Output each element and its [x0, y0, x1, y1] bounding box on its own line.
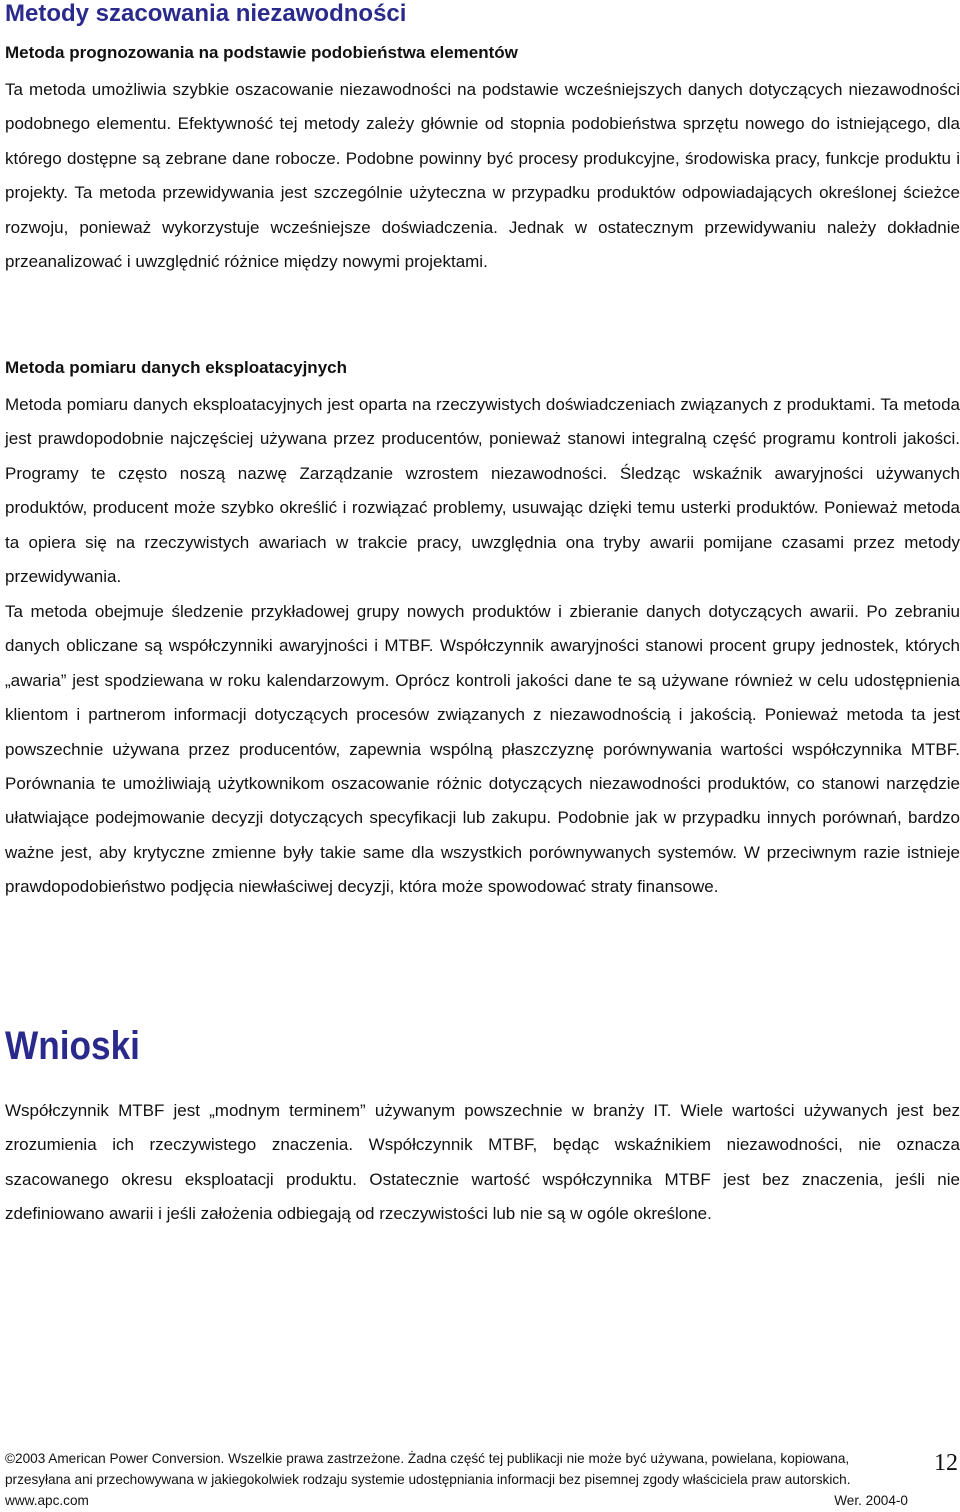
method1-heading: Metoda prognozowania na podstawie podobieństwa elementów — [5, 43, 518, 62]
footer-copyright-line2: przesyłana ani przechowywana w jakiegokolwiek rodzaju systemie udostępniania informacji bez pisemnej zgody właściciela praw autorskich. — [5, 1472, 851, 1487]
section-title: Metody szacowania niezawodności — [5, 0, 407, 27]
method1-paragraph: Ta metoda umożliwia szybkie oszacowanie niezawodności na podstawie wcześniejszych danych dotyczących niezawodności podobnego elementu. Efektywność tej metody zależy głównie od stopnia podobieństwa sprzętu nowego do istniejącego, dla którego dostępne są zebrane dane robocze. Podobne powinny być procesy produkcyjne, środowiska pracy, funkcje produktu i projekty. Ta metoda przewidywania jest szczególnie użyteczna w przypadku produktów odpowiadających określonej ścieżce rozwoju, ponieważ wykorzystuje wcześniejsze doświadczenia. Jednak w ostatecznym przewidywaniu należy dokładnie przeanalizować i uwzględnić różnice między nowymi projektami. — [5, 80, 960, 272]
page-number: 12 — [934, 1450, 958, 1476]
conclusions-heading: Wnioski — [5, 1024, 140, 1068]
footer-copyright: ©2003 American Power Conversion. Wszelkie prawa zastrzeżone. Żadna część tej publikacji nie może być używana, powielana, kopiowana, — [5, 1451, 850, 1466]
footer-website-link[interactable]: www.apc.com — [5, 1493, 89, 1508]
method2-paragraph-2: Ta metoda obejmuje śledzenie przykładowej grupy nowych produktów i zbieranie danych dotyczących awarii. Po zebraniu danych obliczane są współczynniki awaryjności i MTBF. Współczynnik awaryjności stanowi procent grupy jednostek, których „awaria” jest spodziewana w roku kalendarzowym. Oprócz kontroli jakości dane te są używane również w celu udostępnienia klientom i partnerom informacji dotyczących procesów związanych z niezawodnością i jakością. Ponieważ metoda ta jest powszechnie używana przez producentów, zapewnia wspólną płaszczyznę porównywania wartości współczynnika MTBF. Porównania te umożliwiają użytkownikom oszacowanie różnic dotyczących niezawodności produktów, co stanowi narzędzie ułatwiające podejmowanie decyzji dotyczących specyfikacji lub zakupu. Podobnie jak w przypadku innych porównań, bardzo ważne jest, aby krytyczne zmienne były takie same dla wszystkich porównywanych systemów. W przeciwnym razie istnieje prawdopodobieństwo podjęcia niewłaściwej decyzji, która może spowodować straty finansowe. — [5, 602, 960, 897]
method2-paragraph-1: Metoda pomiaru danych eksploatacyjnych jest oparta na rzeczywistych doświadczeniach związanych z produktami. Ta metoda jest prawdopodobnie najczęściej używana przez producentów, ponieważ stanowi integralną część programu kontroli jakości. Programy te często noszą nazwę Zarządzanie wzrostem niezawodności. Śledząc wskaźnik awaryjności używanych produktów, producent może szybko określić i rozwiązać problemy, usuwając dzięki temu usterki produktów. Ponieważ metoda ta opiera się na rzeczywistych awariach w trakcie pracy, uwzględnia ona tryby awarii pomijane czasami przez metody przewidywania. — [5, 395, 960, 587]
method2-heading: Metoda pomiaru danych eksploatacyjnych — [5, 358, 347, 377]
footer-version: Wer. 2004-0 — [834, 1493, 908, 1508]
conclusions-paragraph: Współczynnik MTBF jest „modnym terminem” używanym powszechnie w branży IT. Wiele wartości używanych jest bez zrozumienia ich rzeczywistego znaczenia. Współczynnik MTBF, będąc wskaźnikiem niezawodności, nie oznacza szacowanego okresu eksploatacji produktu. Ostatecznie wartość współczynnika MTBF jest bez znaczenia, jeśli nie zdefiniowano awarii i jeśli założenia odbiegają od rzeczywistości lub nie są w ogóle określone. — [5, 1101, 960, 1224]
